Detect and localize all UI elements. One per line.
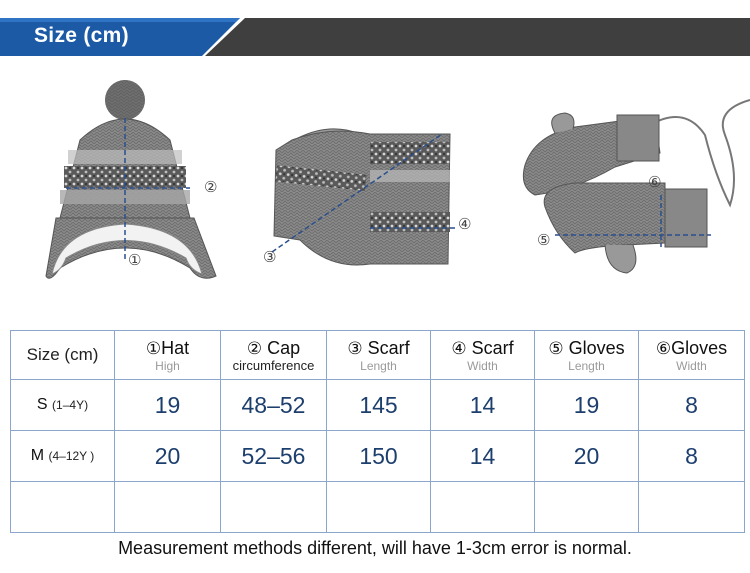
value: 19 — [573, 391, 600, 418]
gloves-illustration — [515, 95, 750, 275]
corner-cell — [11, 331, 115, 380]
column-sub: Width — [676, 358, 707, 373]
size-range: (4–12Y ) — [48, 449, 95, 463]
column-number: ③ — [347, 338, 363, 359]
value-cell — [327, 380, 431, 431]
page-title: Size (cm) — [34, 24, 129, 47]
scarf-mark-3: ③ — [263, 248, 277, 266]
column-number: ④ — [451, 338, 467, 359]
empty-cell — [535, 482, 639, 533]
column-sub: Length — [568, 358, 605, 373]
column-sub: High — [155, 358, 180, 373]
empty-cell — [431, 482, 535, 533]
value-cell — [115, 431, 221, 482]
column-name: Gloves — [568, 337, 625, 358]
column-sub: Length — [360, 358, 397, 373]
size-cell — [11, 431, 115, 482]
value-cell — [221, 431, 327, 482]
column-name: Cap — [267, 337, 301, 358]
value: 48–52 — [241, 391, 306, 418]
value-cell — [639, 431, 745, 482]
column-number: ② — [246, 338, 263, 359]
column-number: ① — [145, 338, 162, 359]
corner-label: Size (cm) — [26, 345, 99, 364]
value: 14 — [469, 442, 496, 469]
value-cell — [535, 380, 639, 431]
column-number: ⑤ — [548, 338, 564, 359]
value: 20 — [573, 442, 600, 469]
value-cell — [639, 380, 745, 431]
column-header — [221, 331, 327, 380]
footer-note: Measurement methods different, will have 1-3cm error is normal. — [118, 538, 632, 558]
value: 8 — [685, 442, 698, 469]
empty-cell — [639, 482, 745, 533]
hat-mark-1: ① — [128, 251, 142, 269]
value-cell — [535, 431, 639, 482]
size-range: (1–4Y) — [52, 398, 89, 412]
empty-cell — [115, 482, 221, 533]
table-header-row — [11, 331, 745, 380]
value: 52–56 — [241, 442, 306, 469]
column-header — [327, 331, 431, 380]
column-header — [431, 331, 535, 380]
empty-cell — [11, 482, 115, 533]
column-sub: Width — [467, 358, 498, 373]
size-name: S — [36, 396, 48, 413]
value-cell — [431, 380, 535, 431]
size-name: M — [30, 447, 45, 464]
column-number: ⑥ — [655, 338, 672, 359]
value: 145 — [359, 391, 398, 418]
column-name: Scarf — [367, 337, 410, 358]
scarf-mark-4: ④ — [458, 215, 472, 233]
header-banner — [0, 18, 750, 56]
column-name: Scarf — [471, 337, 514, 358]
value-cell — [431, 431, 535, 482]
column-sub: circumference — [232, 357, 315, 373]
column-name: Gloves — [671, 337, 728, 358]
table-row — [11, 380, 745, 431]
size-cell — [11, 380, 115, 431]
value: 19 — [154, 391, 181, 418]
size-table — [10, 330, 745, 533]
value-cell — [327, 431, 431, 482]
column-name: Hat — [161, 337, 190, 358]
gloves-mark-5: ⑤ — [537, 231, 551, 249]
empty-cell — [327, 482, 431, 533]
table-row-empty — [11, 482, 745, 533]
value-cell — [115, 380, 221, 431]
value-cell — [221, 380, 327, 431]
column-header — [535, 331, 639, 380]
column-header — [115, 331, 221, 380]
scarf-illustration — [270, 120, 460, 275]
value: 8 — [685, 391, 698, 418]
value: 20 — [154, 442, 181, 469]
hat-mark-2: ② — [204, 178, 218, 196]
value: 150 — [359, 442, 398, 469]
table-row — [11, 431, 745, 482]
column-header — [639, 331, 745, 380]
gloves-mark-6: ⑥ — [648, 173, 662, 191]
value: 14 — [469, 391, 496, 418]
empty-cell — [221, 482, 327, 533]
